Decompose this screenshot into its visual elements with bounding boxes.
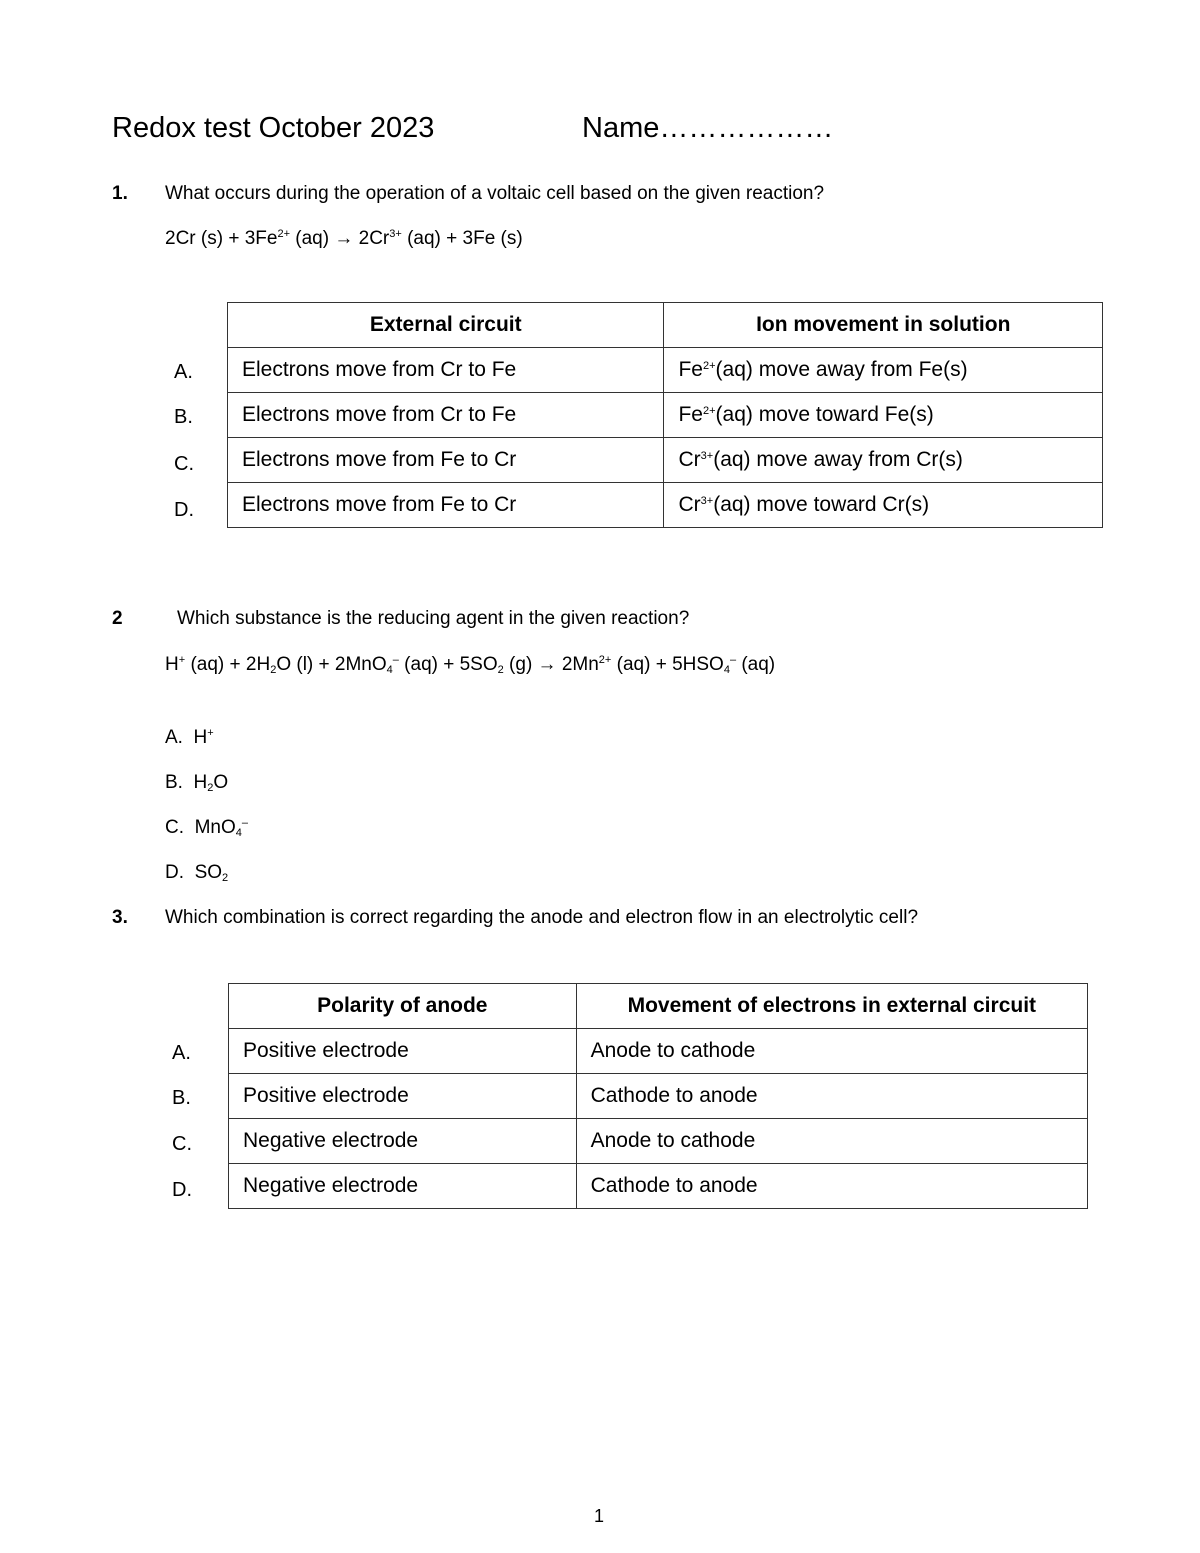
q3-header-polarity: Polarity of anode (229, 984, 577, 1029)
q1-cell-ion: $Fe^{2+}(aq)$ move toward Fe(s) (664, 393, 1103, 438)
q2-number: 2 (112, 608, 123, 629)
q1-letter-c: C. (174, 453, 194, 475)
q3-cell-movement: Anode to cathode (576, 1119, 1087, 1164)
table-row (228, 483, 1103, 528)
q2-text: Which substance is the reducing agent in the given reaction? (177, 608, 690, 629)
q1-cell-ion: $Cr^{3+}(aq)$ move away from Cr(s) (664, 438, 1103, 483)
q1-text: What occurs during the operation of a voltaic cell based on the given reaction? (165, 183, 825, 204)
q1-table (227, 302, 1103, 528)
q1-equation: 2Cr $(s) + 3Fe^{2+}$ $(aq) \to 2Cr^{3+}$ (aq) + 3Fe (s) (165, 228, 523, 249)
q3-letter-d: D. (172, 1179, 192, 1201)
page-title: Redox test October 2023 (112, 112, 435, 144)
q1-letter-d: D. (174, 499, 194, 521)
q1-cell-circuit: Electrons move from Cr to Fe (228, 348, 664, 393)
q2-option-b: B. $H_2O$ (165, 772, 229, 794)
q1-cell-ion: $Cr^{3+}(aq)$ move toward Cr(s) (664, 483, 1103, 528)
q1-header-circuit: External circuit (228, 303, 664, 348)
table-row (229, 1074, 1088, 1119)
q3-cell-polarity: Negative electrode (229, 1119, 577, 1164)
q2-option-a: A. H+ (165, 727, 214, 748)
q1-cell-circuit: Electrons move from Fe to Cr (228, 438, 664, 483)
q3-cell-polarity: Positive electrode (229, 1029, 577, 1074)
table-row (229, 1164, 1088, 1209)
q3-letter-b: B. (172, 1087, 191, 1109)
q2-option-d: D. $SO_2$ (165, 862, 229, 884)
q3-cell-movement: Cathode to anode (576, 1164, 1087, 1209)
q1-cell-circuit: Electrons move from Fe to Cr (228, 483, 664, 528)
table-row (229, 1119, 1088, 1164)
q2-equation: H+ $(aq) + 2H_2O$ (l) + 2MnO$_4$– $(aq) + 5SO_2$ $(g) \to 2Mn^{2+}$ $(aq) + 5HSO_4^-$ (aq) (165, 654, 776, 676)
table-row (229, 1029, 1088, 1074)
q1-letter-b: B. (174, 406, 193, 428)
q3-number: 3. (112, 907, 128, 928)
name-field-label: Name……………… (582, 112, 834, 144)
q3-letter-c: C. (172, 1133, 192, 1155)
q3-cell-movement: Cathode to anode (576, 1074, 1087, 1119)
q1-number: 1. (112, 183, 128, 204)
q3-letter-a: A. (172, 1042, 191, 1064)
q3-cell-movement: Anode to cathode (576, 1029, 1087, 1074)
table-row (228, 438, 1103, 483)
q3-header-movement: Movement of electrons in external circuit (576, 984, 1087, 1029)
q1-cell-circuit: Electrons move from Cr to Fe (228, 393, 664, 438)
page-number: 1 (594, 1506, 605, 1526)
q3-cell-polarity: Positive electrode (229, 1074, 577, 1119)
q3-table (228, 983, 1088, 1209)
q1-header-ion: Ion movement in solution (664, 303, 1103, 348)
q1-letter-a: A. (174, 361, 193, 383)
q1-cell-ion: $Fe^{2+}(aq)$ move away from Fe(s) (664, 348, 1103, 393)
table-row (228, 393, 1103, 438)
q2-option-c: C. MnO$_4$– (165, 817, 248, 839)
table-row (228, 348, 1103, 393)
q3-cell-polarity: Negative electrode (229, 1164, 577, 1209)
q3-text: Which combination is correct regarding the anode and electron flow in an electrolytic cell? (165, 907, 919, 928)
